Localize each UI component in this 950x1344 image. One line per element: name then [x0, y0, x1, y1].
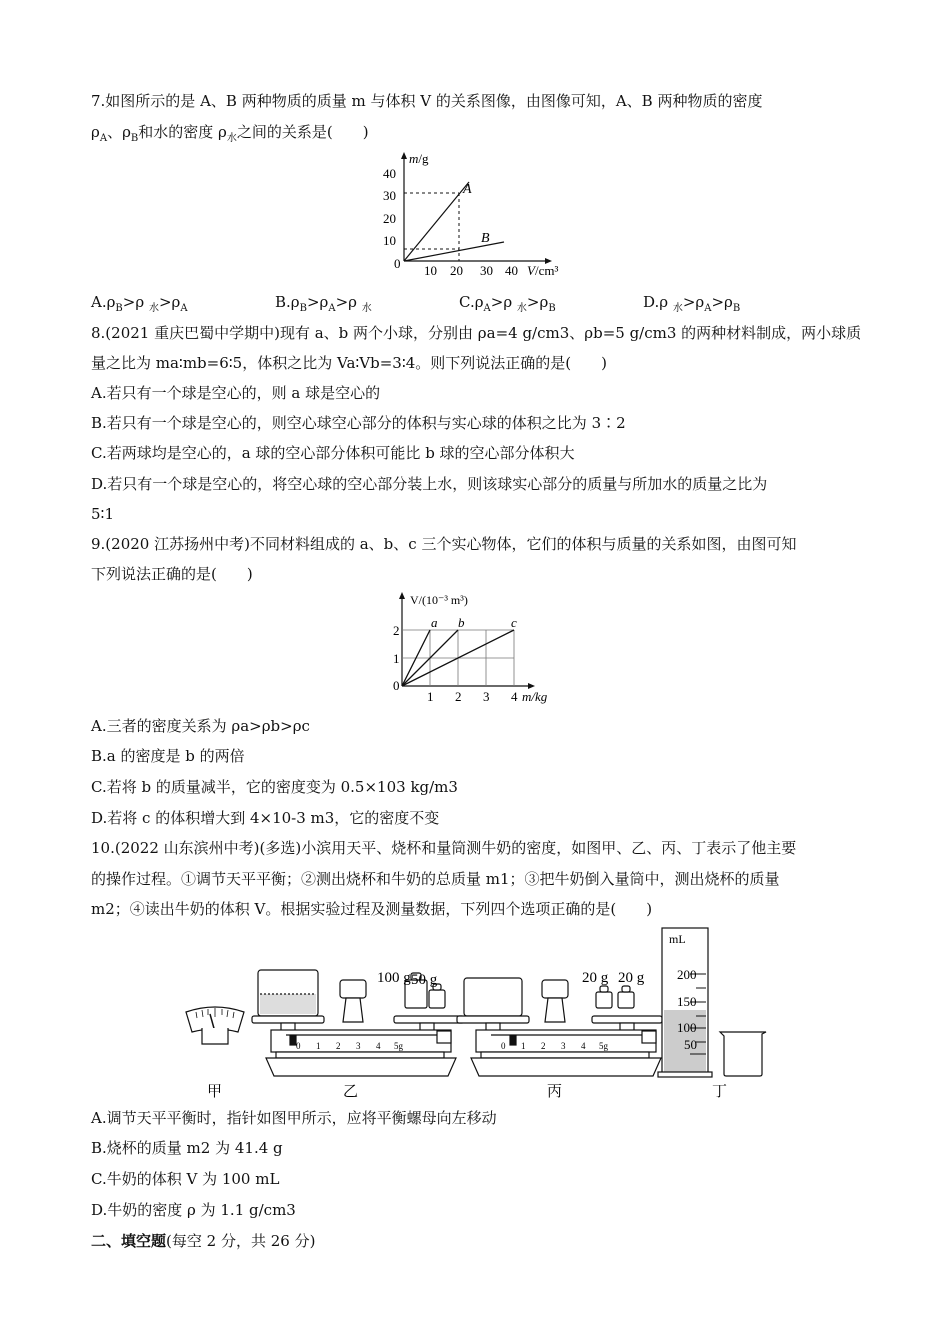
section-heading: 二、填空题(每空 2 分，共 26 分): [91, 1232, 316, 1250]
svg-text:2: 2: [455, 689, 462, 704]
svg-text:丁: 丁: [712, 1084, 728, 1100]
q8-stem-line1: 8.(2021 重庆巴蜀中学期中)现有 a、b 两个小球，分别由 ρa=4 g/cm3、ρb=5 g/cm3 的两种材料制成，两小球质: [91, 324, 862, 342]
svg-text:2: 2: [541, 1041, 546, 1051]
svg-text:1: 1: [521, 1041, 526, 1051]
volume-mass-graph: [380, 585, 570, 707]
q7-stem-line2: $\rho_A$、$\rho_B$和水的密度 $\rho_水$之间的关系是( ): [91, 123, 369, 144]
mass-volume-graph: [380, 144, 580, 284]
svg-text:0: 0: [296, 1041, 301, 1051]
q8-stem-line2: 量之比为 ma∶mb=6∶5，体积之比为 Va∶Vb=3∶4。则下列说法正确的是( ): [91, 354, 607, 372]
q9-option-a[interactable]: A.三者的密度关系为 ρa>ρb>ρc: [91, 717, 310, 735]
svg-text:4: 4: [511, 689, 518, 704]
q7-stem-line1: 7.如图所示的是 A、B 两种物质的质量 m 与体积 V 的关系图像，由图像可知，A、B 两种物质的密度: [91, 92, 763, 110]
q8-option-d-line1[interactable]: D.若只有一个球是空心的，将空心球的空心部分装上水，则该球实心部分的质量与所加水的质量之比为: [91, 475, 768, 493]
svg-text:m/g: m/g: [409, 151, 429, 166]
svg-text:3: 3: [561, 1041, 566, 1051]
q10-stem-line1: 10.(2022 山东滨州中考)(多选)小滨用天平、烧杯和量筒测牛奶的密度，如图甲、乙、丙、丁表示了他主要: [91, 839, 797, 857]
svg-text:3: 3: [356, 1041, 361, 1051]
svg-text:0: 0: [501, 1041, 506, 1051]
svg-text:2: 2: [336, 1041, 341, 1051]
svg-text:2: 2: [393, 623, 400, 638]
svg-text:A: A: [463, 182, 472, 197]
svg-text:40: 40: [505, 263, 518, 278]
q8-option-a[interactable]: A.若只有一个球是空心的，则 a 球是空心的: [91, 384, 381, 402]
svg-text:30: 30: [383, 188, 396, 203]
svg-text:mL: mL: [669, 932, 686, 946]
q10-option-b[interactable]: B.烧杯的质量 m2 为 41.4 g: [91, 1139, 283, 1157]
svg-text:100 g: 100 g: [377, 970, 411, 986]
svg-text:1: 1: [316, 1041, 321, 1051]
q9-stem-line1: 9.(2020 江苏扬州中考)不同材料组成的 a、b、c 三个实心物体，它们的体积与质量的关系如图，由图可知: [91, 535, 797, 553]
q9-option-c[interactable]: C.若将 b 的质量减半，它的密度变为 0.5×103 kg/m3: [91, 778, 458, 796]
svg-text:150: 150: [677, 994, 697, 1009]
q9-option-d[interactable]: D.若将 c 的体积增大到 4×10-3 m3，它的密度不变: [91, 809, 440, 827]
svg-text:0: 0: [393, 678, 400, 693]
balance-experiment-figure: [180, 922, 780, 1107]
svg-text:20 g: 20 g: [582, 970, 609, 986]
svg-text:50 g: 50 g: [411, 972, 438, 988]
svg-text:5g: 5g: [599, 1041, 608, 1051]
svg-text:40: 40: [383, 166, 396, 181]
svg-text:5g: 5g: [394, 1041, 403, 1051]
q8-option-d-line2[interactable]: 5∶1: [91, 505, 114, 523]
q9-option-b[interactable]: B.a 的密度是 b 的两倍: [91, 747, 245, 765]
svg-text:c: c: [511, 615, 517, 630]
q8-option-c[interactable]: C.若两球均是空心的，a 球的空心部分体积可能比 b 球的空心部分体积大: [91, 444, 575, 462]
svg-text:V/(10⁻³ m³): V/(10⁻³ m³): [410, 593, 468, 607]
svg-text:a: a: [431, 615, 438, 630]
svg-text:20: 20: [383, 211, 396, 226]
svg-text:50: 50: [684, 1037, 697, 1052]
svg-text:丙: 丙: [547, 1084, 563, 1100]
svg-text:乙: 乙: [343, 1084, 359, 1100]
q7-option-c[interactable]: $C.\rho_A>\rho$ $_水>\rho_B$: [459, 293, 556, 314]
q10-stem-line3: m2；④读出牛奶的体积 V。根据实验过程及测量数据，下列四个选项正确的是( ): [91, 900, 653, 918]
svg-text:200: 200: [677, 967, 697, 982]
q7-option-d[interactable]: D.ρ $_水>\rho_A>\rho_B$: [643, 293, 741, 314]
balance-bing: [457, 978, 662, 1076]
q10-option-a[interactable]: A.调节天平平衡时，指针如图甲所示，应将平衡螺母向左移动: [91, 1109, 497, 1127]
svg-text:100: 100: [677, 1020, 697, 1035]
svg-text:1: 1: [393, 651, 400, 666]
empty-beaker: [720, 1032, 766, 1076]
svg-text:4: 4: [376, 1041, 381, 1051]
q8-option-b[interactable]: B.若只有一个球是空心的，则空心球空心部分的体积与实心球的体积之比为 3∶2: [91, 414, 626, 432]
svg-text:甲: 甲: [207, 1084, 223, 1100]
svg-text:20: 20: [450, 263, 463, 278]
svg-text:1: 1: [427, 689, 434, 704]
svg-text:B: B: [481, 231, 490, 246]
q10-option-c[interactable]: C.牛奶的体积 V 为 100 mL: [91, 1170, 280, 1188]
pointer-dial-jia: [186, 1007, 244, 1044]
q10-option-d[interactable]: D.牛奶的密度 ρ 为 1.1 g/cm3: [91, 1201, 296, 1219]
svg-text:0: 0: [394, 256, 401, 271]
q7-option-b[interactable]: $B.\rho_B>\rho_A>\rho$ $_水$: [275, 293, 372, 314]
q9-stem-line2: 下列说法正确的是( ): [91, 565, 253, 583]
svg-text:10: 10: [424, 263, 437, 278]
svg-text:20 g: 20 g: [618, 970, 645, 986]
svg-text:4: 4: [581, 1041, 586, 1051]
svg-text:3: 3: [483, 689, 490, 704]
svg-text:V/cm³: V/cm³: [527, 263, 559, 278]
svg-text:30: 30: [480, 263, 493, 278]
q7-option-a[interactable]: $A.\rho_B>\rho$ $_水>\rho_A$: [91, 293, 188, 314]
svg-text:10: 10: [383, 233, 396, 248]
q10-stem-line2: 的操作过程。①调节天平平衡；②测出烧杯和牛奶的总质量 m1；③把牛奶倒入量筒中，测出烧杯的质量: [91, 870, 780, 888]
svg-text:b: b: [458, 615, 465, 630]
svg-text:m/kg: m/kg: [522, 689, 548, 704]
